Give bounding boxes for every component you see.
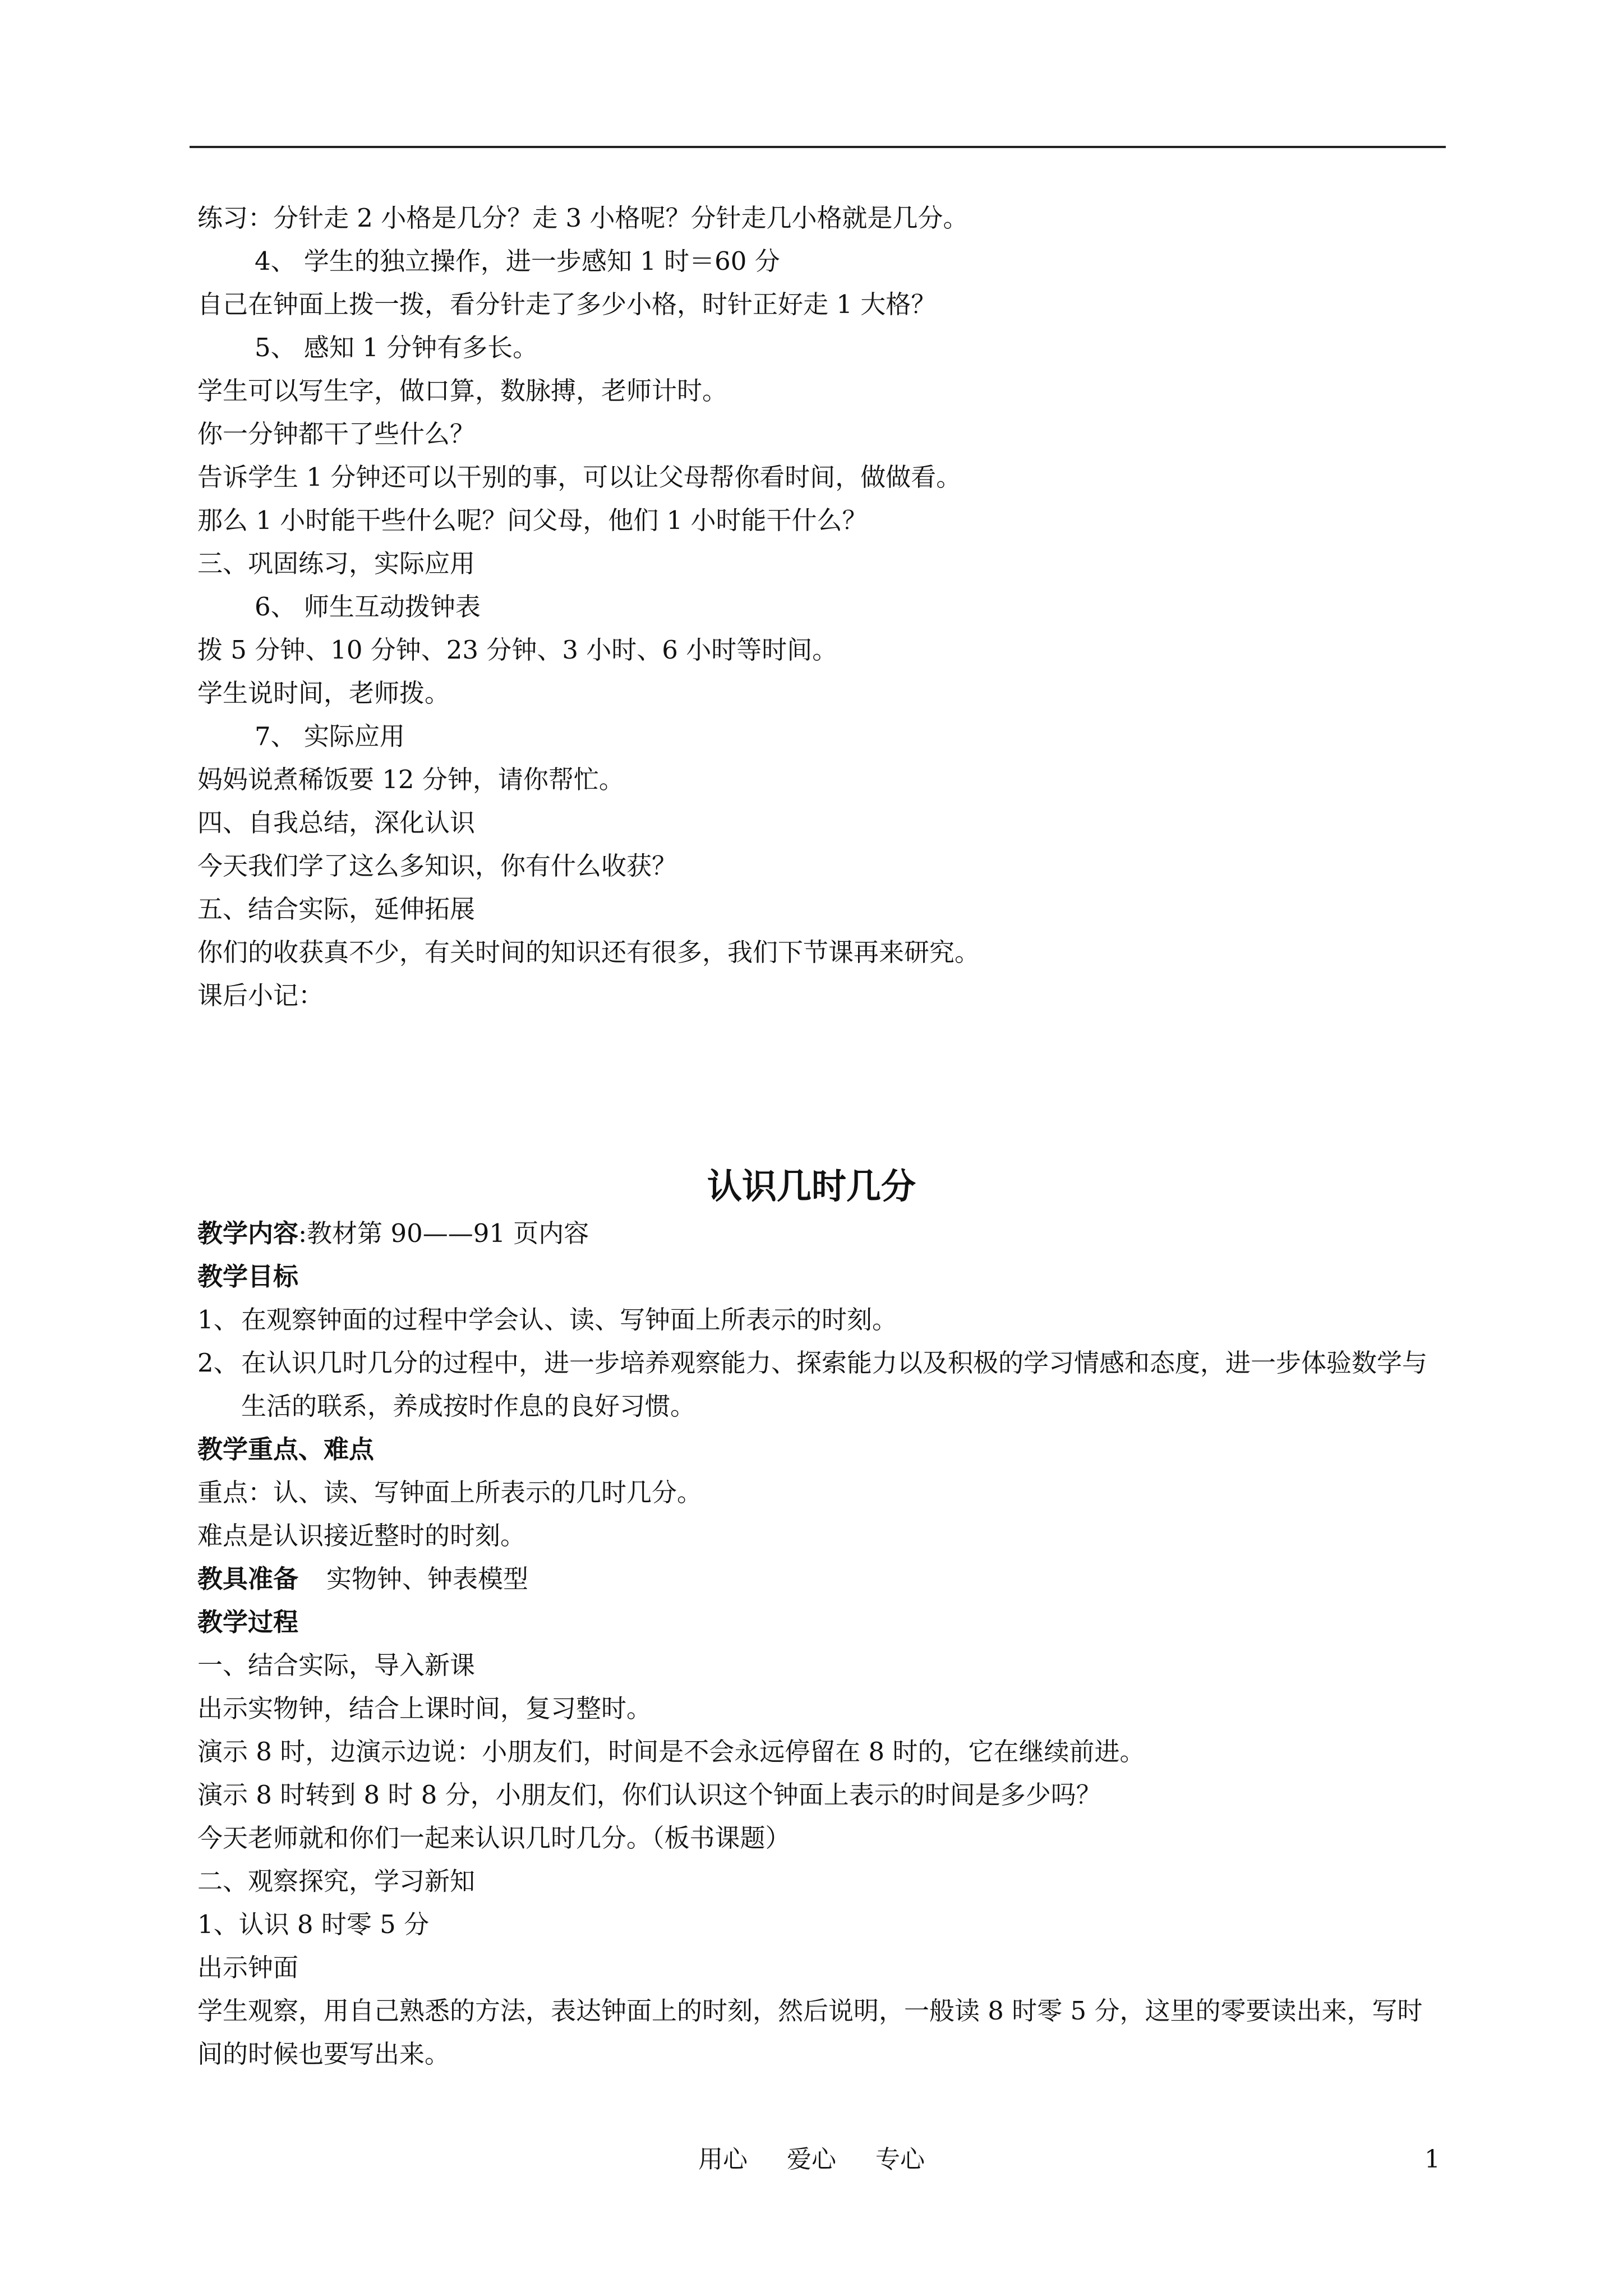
lesson-title: 认识几时几分 <box>707 1166 916 1207</box>
teaching-content <box>197 1212 1446 1255</box>
text-line: 4、 学生的独立操作，进一步感知 1 时＝60 分 <box>255 246 780 276</box>
process-line: 演示 8 时，边演示边说：小朋友们，时间是不会永远停留在 8 时的，它在继续前进。 <box>197 1737 1145 1766</box>
key-heading: 教学重点、难点 <box>197 1434 375 1464</box>
tools <box>197 1557 1446 1600</box>
text-line: 6、 师生互动拨钟表 <box>255 592 481 622</box>
teaching-content-value: :教材第 90——91 页内容 <box>298 1218 589 1248</box>
text-line: 学生可以写生字，做口算，数脉搏，老师计时。 <box>197 376 728 406</box>
footer-word: 用心 <box>698 2145 748 2174</box>
process-line: 出示实物钟，结合上课时间，复习整时。 <box>197 1694 652 1723</box>
process-line: 1、认识 8 时零 5 分 <box>197 1910 430 1939</box>
text-line: 拨 5 分钟、10 分钟、23 分钟、3 小时、6 小时等时间。 <box>197 635 838 665</box>
text-line: 你们的收获真不少，有关时间的知识还有很多，我们下节课再来研究。 <box>197 937 980 967</box>
teaching-content-label: 教学内容 <box>197 1218 299 1248</box>
text-line: 今天我们学了这么多知识，你有什么收获？ <box>197 851 677 881</box>
text-line: 课后小记： <box>197 981 324 1010</box>
text-line: 7、 实际应用 <box>255 721 405 751</box>
text-line: 三、巩固练习，实际应用 <box>197 549 476 578</box>
goal-item-2 <box>197 1341 1446 1428</box>
goal-text: 在认识几时几分的过程中，进一步培养观察能力、探索能力以及积极的学习情感和态度，进一步体验数学与生活的联系，养成按时作息的良好习惯。 <box>241 1348 1428 1421</box>
process-line: 出示钟面 <box>197 1953 299 1982</box>
text-line: 自己在钟面上拨一拨，看分针走了多少小格，时针正好走 1 大格？ <box>197 289 937 319</box>
text-line: 学生说时间，老师拨。 <box>197 678 450 708</box>
process-line: 今天老师就和你们一起来认识几时几分。（板书课题） <box>197 1823 791 1853</box>
goal-number: 2、 <box>197 1348 239 1378</box>
tools-label: 教具准备 <box>197 1564 299 1594</box>
text-line: 四、自我总结，深化认识 <box>197 808 476 838</box>
goal-text: 在观察钟面的过程中学会认、读、写钟面上所表示的时刻。 <box>241 1305 898 1335</box>
header-rule <box>190 146 1446 148</box>
goal-number: 1、 <box>197 1305 239 1335</box>
process-line: 二、观察探究，学习新知 <box>197 1866 476 1896</box>
goal-item-1 <box>197 1298 1446 1341</box>
text-line: 那么 1 小时能干些什么呢？问父母，他们 1 小时能干什么？ <box>197 505 868 535</box>
difficulty: 难点是认识接近整时的时刻。 <box>197 1521 526 1550</box>
footer <box>0 2143 1623 2177</box>
last-paragraph: 学生观察，用自己熟悉的方法，表达钟面上的时刻，然后说明，一般读 8 时零 5 分，这里的零要读出来，写时间的时候也要写出来。 <box>197 1996 1423 2069</box>
text-line: 妈妈说煮稀饭要 12 分钟，请你帮忙。 <box>197 765 624 794</box>
text-line: 你一分钟都干了些什么？ <box>197 419 476 449</box>
text-line: 告诉学生 1 分钟还可以干别的事，可以让父母帮你看时间，做做看。 <box>197 462 962 492</box>
footer-word: 爱心 <box>787 2145 836 2174</box>
text-line: 5、 感知 1 分钟有多长。 <box>255 333 538 362</box>
process-line: 演示 8 时转到 8 时 8 分，小朋友们，你们认识这个钟面上表示的时间是多少吗？ <box>197 1780 1101 1810</box>
key-point: 重点：认、读、写钟面上所表示的几时几分。 <box>197 1478 703 1507</box>
process-heading: 教学过程 <box>197 1607 299 1637</box>
goals-heading: 教学目标 <box>197 1262 299 1291</box>
footer-word: 专心 <box>875 2145 925 2174</box>
tools-value: 实物钟、钟表模型 <box>326 1564 529 1594</box>
text-line: 五、结合实际，延伸拓展 <box>197 894 476 924</box>
process-line: 一、结合实际，导入新课 <box>197 1650 476 1680</box>
text-line: 练习：分针走 2 小格是几分？走 3 小格呢？分针走几小格就是几分。 <box>197 203 969 233</box>
page-number: 1 <box>1424 2145 1440 2174</box>
